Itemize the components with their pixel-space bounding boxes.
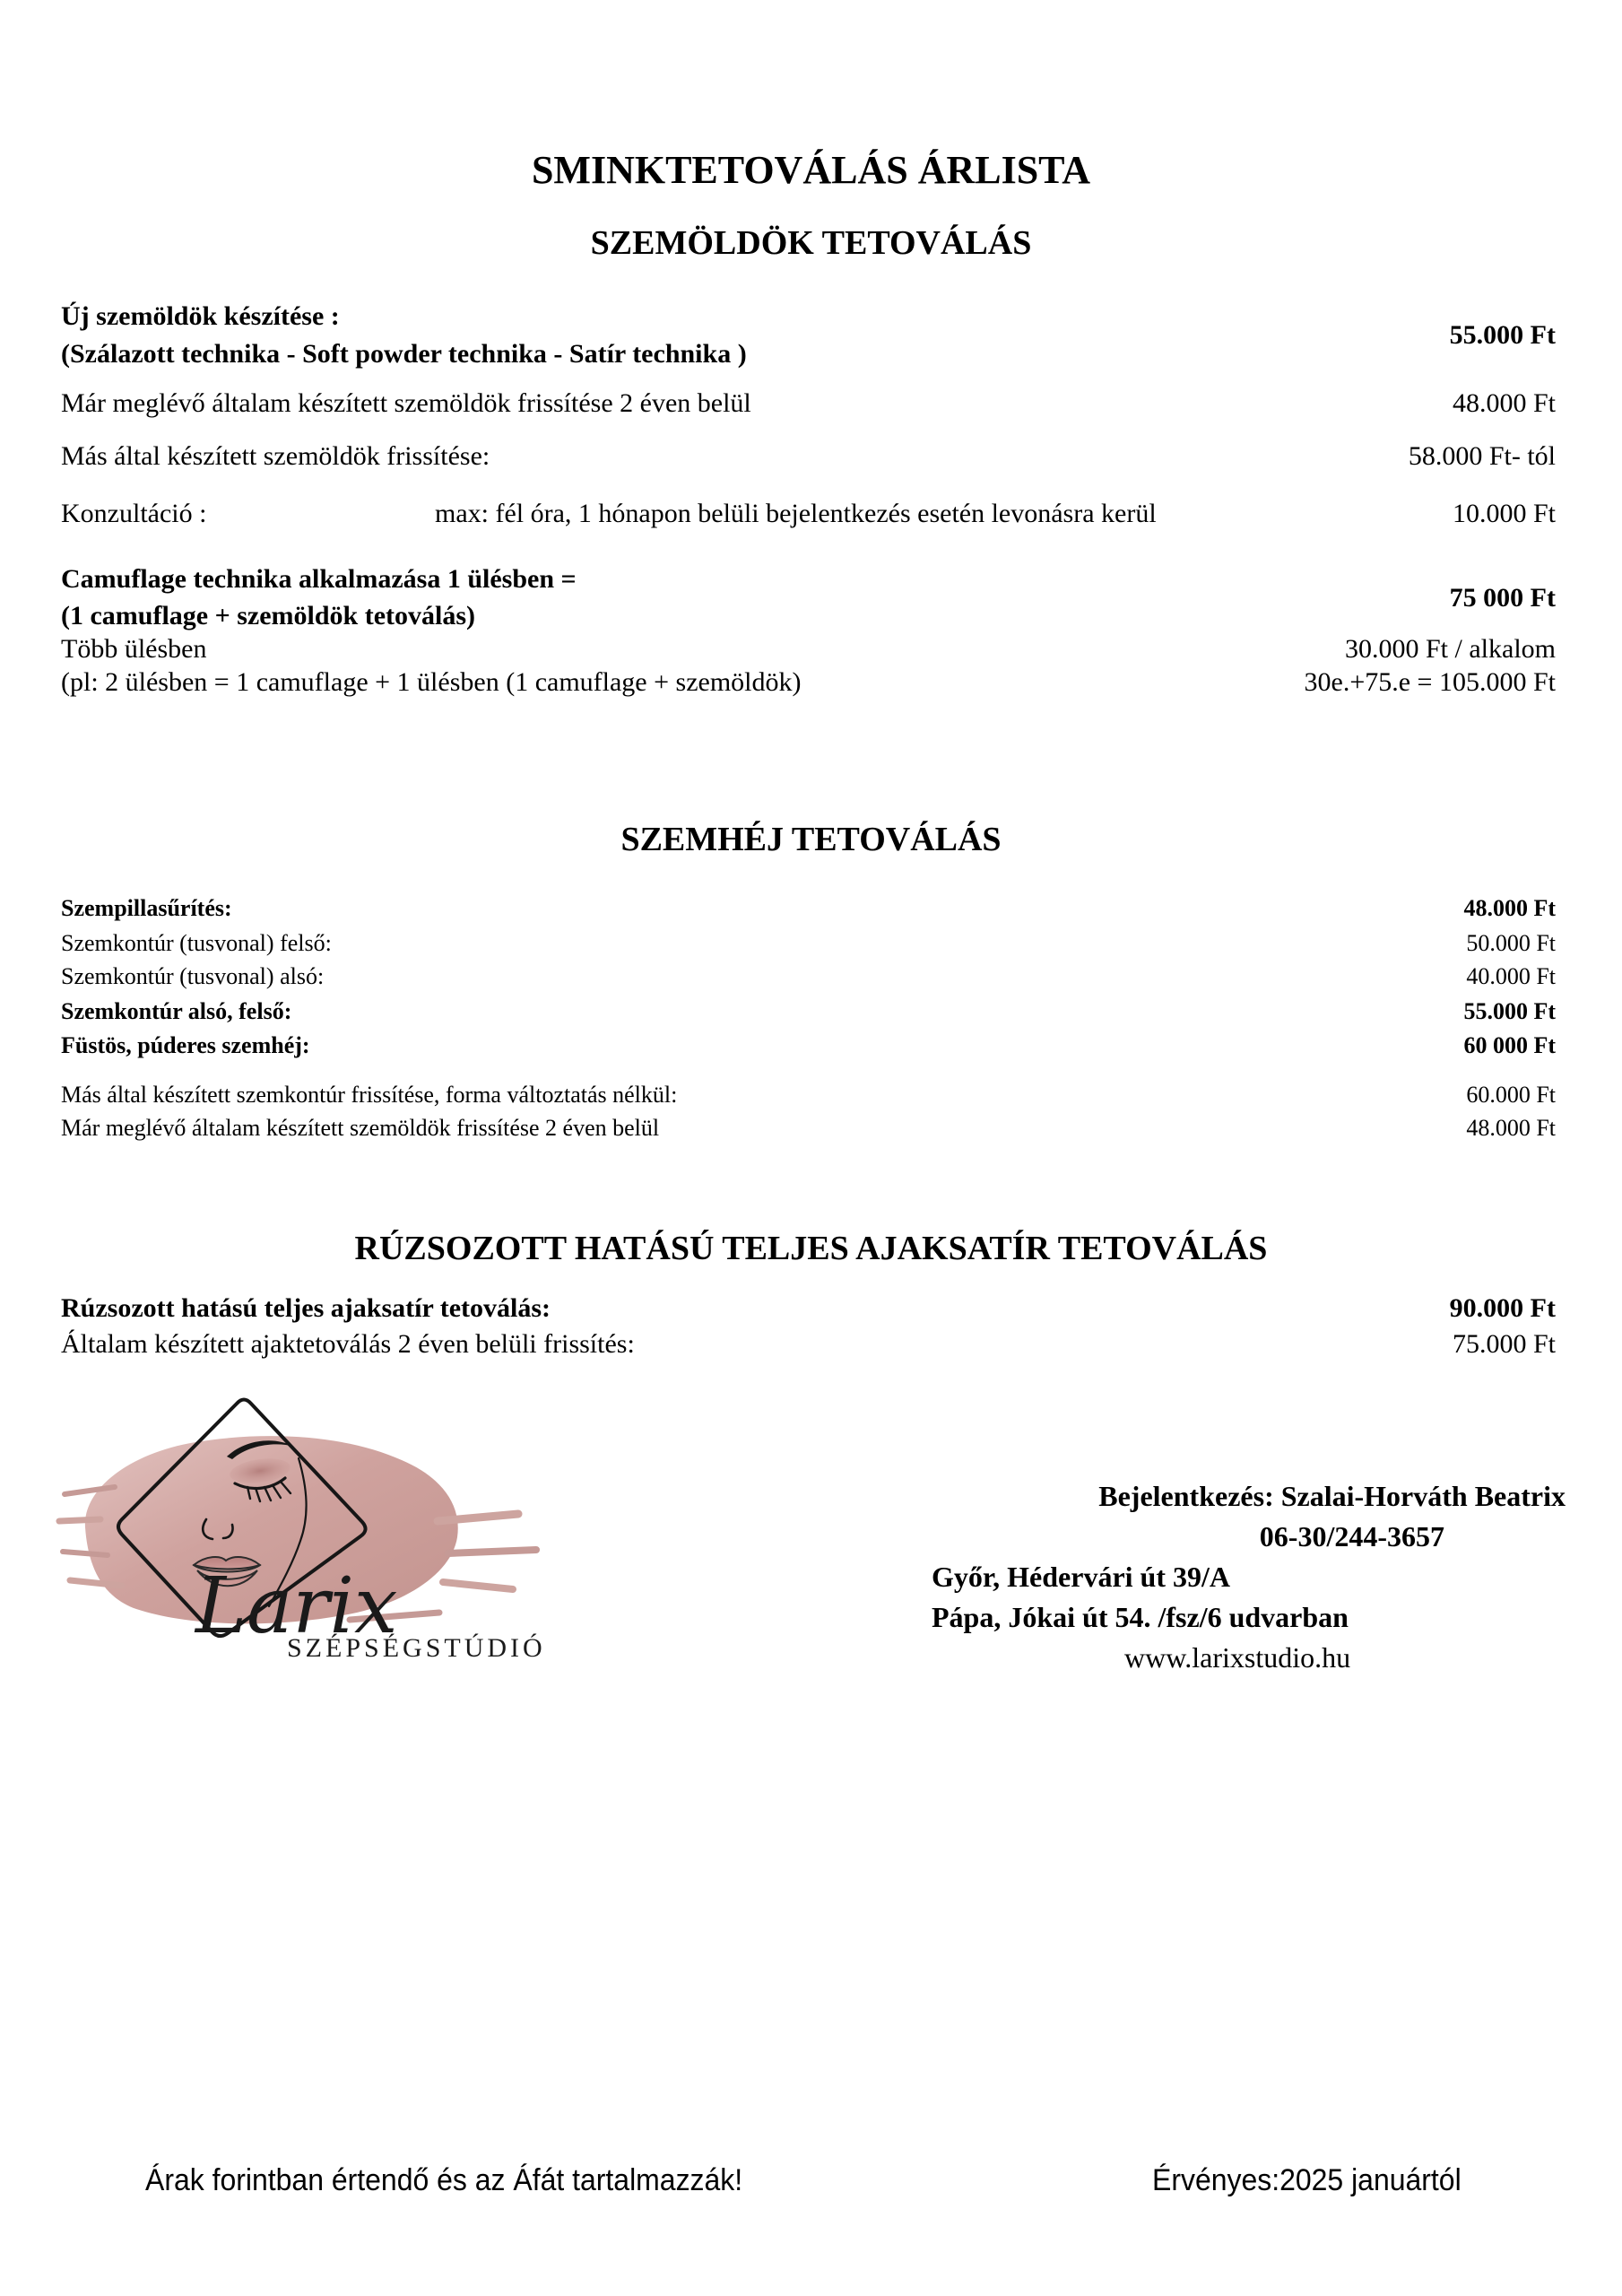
row-price: 60 000 Ft xyxy=(1463,1032,1556,1058)
row-label: Új szemöldök készítése : xyxy=(61,301,340,331)
price-row xyxy=(61,564,1556,632)
row-label: Szemkontúr alsó, felső: xyxy=(61,998,292,1024)
beauty-studio-logo-graphic xyxy=(45,1388,583,1756)
footer-validity: Érvényes:2025 januártól xyxy=(1152,2163,1462,2197)
row-label: Szemkontúr (tusvonal) alsó: xyxy=(61,963,325,989)
row-label: (pl: 2 ülésben = 1 camuflage + 1 ülésben (1 camuflage + szemöldök) xyxy=(61,667,802,697)
row-price: 75.000 Ft xyxy=(1452,1329,1556,1359)
price-row xyxy=(61,930,1556,957)
row-label-line2: (1 camuflage + szemöldök tetoválás) xyxy=(61,600,476,631)
row-label: Konzultáció : xyxy=(61,499,207,528)
larix-logo xyxy=(45,1388,583,1756)
price-row xyxy=(61,634,1556,665)
contact-address-gyor: Győr, Hédervári út 39/A xyxy=(932,1561,1230,1593)
row-price: 48.000 Ft xyxy=(1466,1115,1556,1141)
contact-address-papa: Pápa, Jókai út 54. /fsz/6 udvarban xyxy=(932,1601,1349,1633)
row-label: Rúzsozott hatású teljes ajaksatír tetoválás: xyxy=(61,1293,551,1323)
price-row xyxy=(61,963,1556,990)
price-row xyxy=(61,1293,1556,1325)
row-label: Már meglévő általam készített szemöldök frissítése 2 éven belül xyxy=(61,388,751,418)
row-note: max: fél óra, 1 hónapon belüli bejelentkezés esetén levonásra kerül xyxy=(435,499,1157,528)
section-heading-lips: RÚZSOZOTT HATÁSÚ TELJES AJAKSATÍR TETOVÁLÁS xyxy=(354,1230,1268,1267)
price-row xyxy=(61,388,1556,420)
section-heading-eyelid: SZEMHÉJ TETOVÁLÁS xyxy=(620,821,1002,858)
row-label: Már meglévő általam készített szemöldök frissítése 2 éven belül xyxy=(61,1115,660,1141)
row-price: 75 000 Ft xyxy=(1449,583,1556,613)
logo-subtitle: SZÉPSÉGSTÚDIÓ xyxy=(287,1633,546,1663)
price-row xyxy=(61,998,1556,1025)
price-row xyxy=(61,301,1556,370)
price-row xyxy=(61,1115,1556,1142)
row-price: 50.000 Ft xyxy=(1466,930,1556,956)
row-price: 40.000 Ft xyxy=(1466,963,1556,989)
row-label: Szempillasűrítés: xyxy=(61,895,232,921)
price-row xyxy=(61,1032,1556,1059)
row-label: Több ülésben xyxy=(61,634,207,664)
section-heading-eyebrow: SZEMÖLDÖK TETOVÁLÁS xyxy=(590,224,1032,262)
row-label: Általam készített ajaktetoválás 2 éven belüli frissítés: xyxy=(61,1329,635,1359)
row-price: 90.000 Ft xyxy=(1449,1293,1556,1323)
row-price: 10.000 Ft xyxy=(1452,499,1556,528)
price-row xyxy=(61,499,1556,530)
price-row xyxy=(61,895,1556,922)
row-price: 30e.+75.e = 105.000 Ft xyxy=(1304,667,1556,697)
row-label-line2: (Szálazott technika - Soft powder technika - Satír technika ) xyxy=(61,338,747,369)
row-price: 60.000 Ft xyxy=(1466,1082,1556,1108)
contact-website: www.larixstudio.hu xyxy=(1124,1641,1351,1674)
row-price: 48.000 Ft xyxy=(1463,895,1556,921)
contact-phone: 06-30/244-3657 xyxy=(1259,1520,1444,1552)
contact-booking: Bejelentkezés: Szalai-Horváth Beatrix xyxy=(1098,1480,1566,1512)
row-price: 30.000 Ft / alkalom xyxy=(1345,634,1556,664)
logo-script-name: Larix xyxy=(195,1561,398,1651)
page-title: SMINKTETOVÁLÁS ÁRLISTA xyxy=(531,148,1091,192)
row-label: Camuflage technika alkalmazása 1 ülésben = xyxy=(61,564,577,594)
row-price: 55.000 Ft xyxy=(1449,320,1556,350)
row-label: Más által készített szemkontúr frissítése, forma változtatás nélkül: xyxy=(61,1082,678,1108)
price-row xyxy=(61,667,1556,699)
price-row xyxy=(61,1082,1556,1109)
footer-vat-note: Árak forintban értendő és az Áfát tartalmazzák! xyxy=(145,2163,743,2197)
row-price: 48.000 Ft xyxy=(1452,388,1556,418)
price-row xyxy=(61,1329,1556,1361)
row-label: Füstös, púderes szemhéj: xyxy=(61,1032,310,1058)
row-label: Más által készített szemöldök frissítése: xyxy=(61,441,490,471)
row-price: 58.000 Ft- tól xyxy=(1408,441,1556,471)
price-row xyxy=(61,441,1556,473)
row-label: Szemkontúr (tusvonal) felső: xyxy=(61,930,332,956)
row-price: 55.000 Ft xyxy=(1463,998,1556,1024)
